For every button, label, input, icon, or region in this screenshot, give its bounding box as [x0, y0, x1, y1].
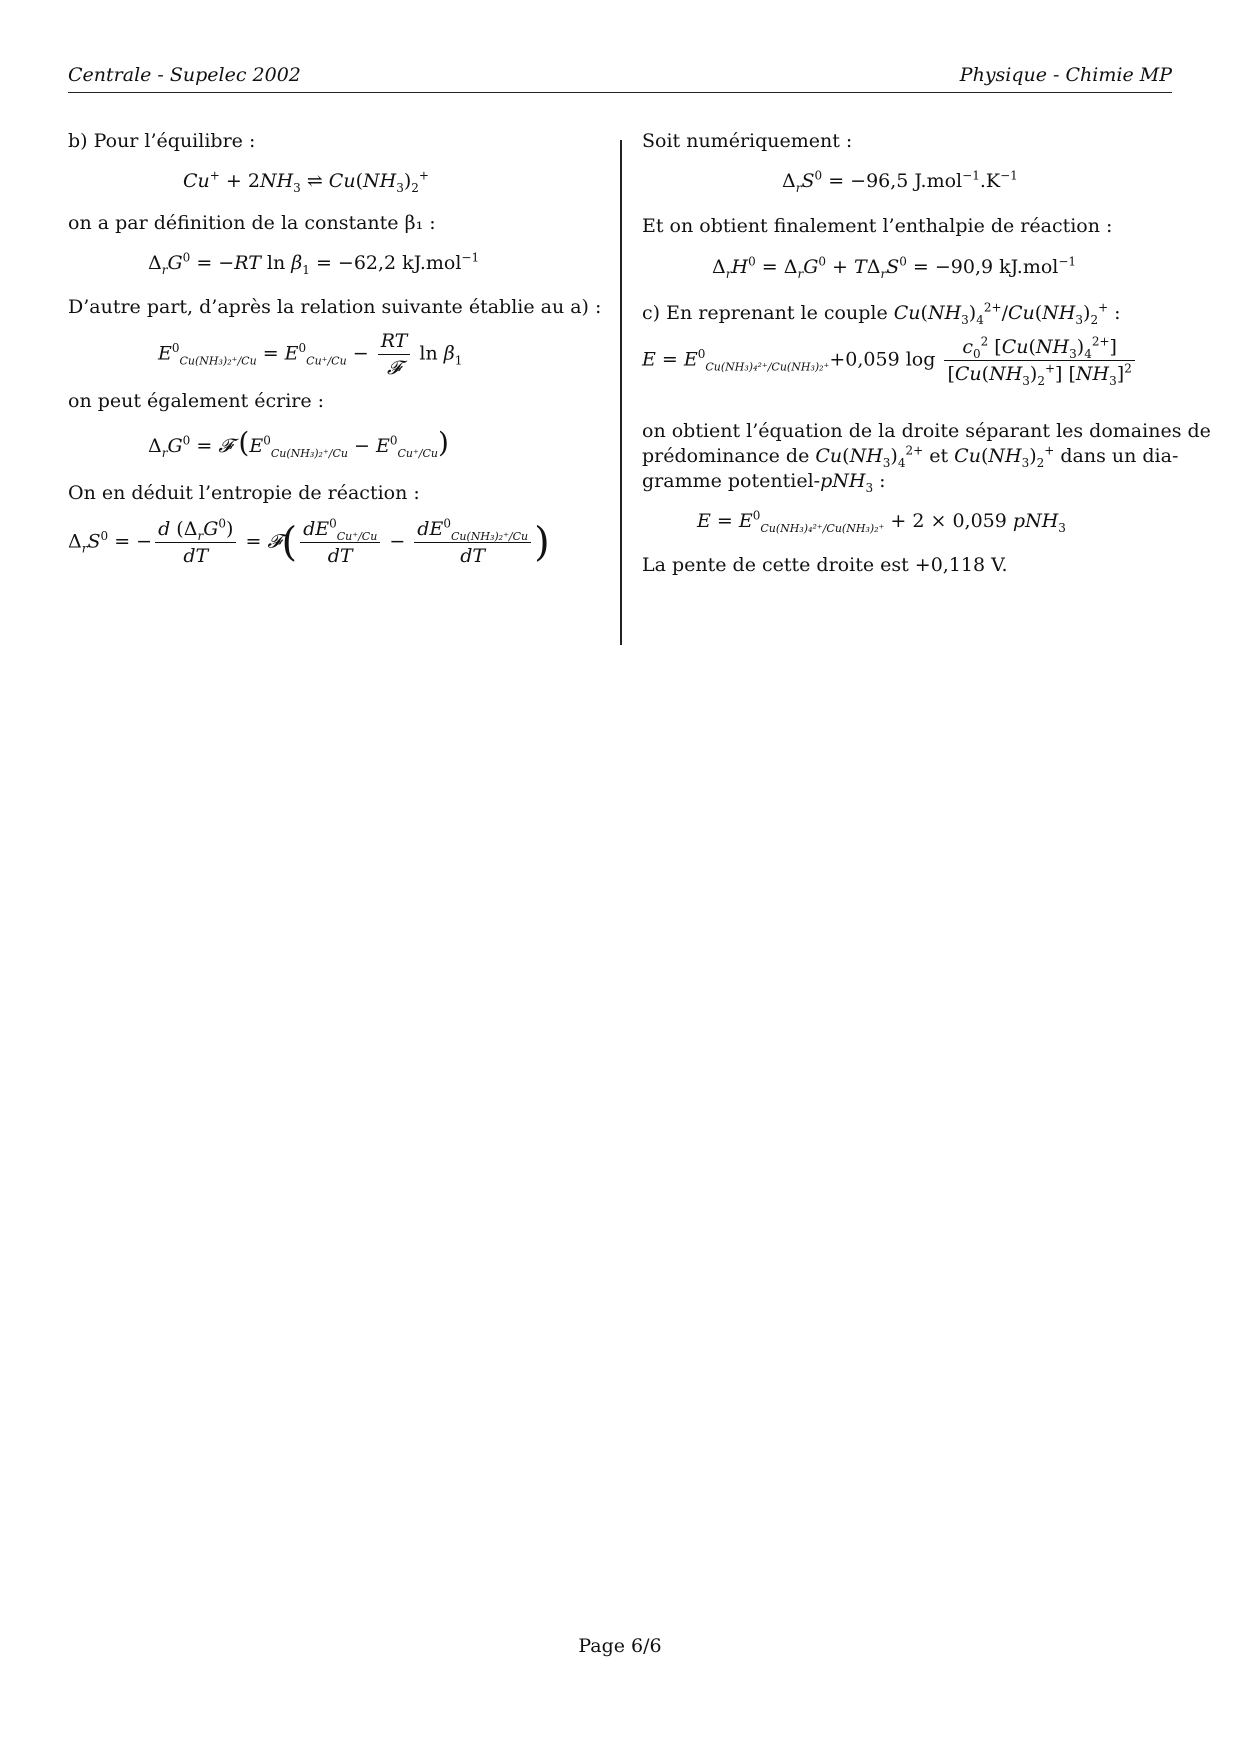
equation-gibbs-faraday: $\Delta_rG^0$ = 𝓕 $(E^0_{Cu(NH_3)_2^+/Cu} - E^0_{Cu^+/Cu})$	[148, 426, 449, 460]
enthalpy-value: = −90,9 kJ.mol	[906, 256, 1059, 278]
text-line-eq-3: gramme potentiel-pNH$_3$ :	[642, 470, 886, 495]
text-numerically: Soit numériquement :	[642, 130, 853, 152]
diagram-label: dans un dia-	[1054, 445, 1179, 467]
text-line-eq-1: on obtient l’équation de la droite séparant les domaines de	[642, 420, 1211, 442]
text-couple-intro: c) En reprenant le couple $Cu(NH_3)_4^{2+}/Cu(NH_3)_2^+$ :	[642, 300, 1121, 327]
text-line-eq-2: prédominance de $Cu(NH_3)_4^{2+}$ et $Cu(NH_3)_2^+$ dans un dia-	[642, 443, 1179, 470]
equation-equilibrium: $Cu^+ + 2NH_3$ ⇌ $Cu(NH_3)_2^+$	[183, 168, 429, 195]
equation-entropy-value: $\Delta_rS^0 = -96,5$ $J.mol^{-1}.K^{-1}$	[782, 168, 1018, 195]
equation-nernst: $E = E^0_{Cu(NH_3)_4^{2+}/Cu(NH_3)_2^+}+0,059$ log $\frac{c_0^2 [Cu(NH_3)_4^{2+}]}{[Cu(NH_3)_2^+] [NH_3]^2}$	[642, 336, 1138, 385]
equation-boundary-line: $E = E^0_{Cu(NH_3)_4^{2+}/Cu(NH_3)_2^+} + 2 \times 0,059$ pNH$_3$	[697, 508, 1066, 535]
entropy-value: = −96,5 J.mol	[822, 170, 963, 192]
line-tail: + 2 × 0,059	[884, 510, 1013, 532]
text-slope: La pente de cette droite est +0,118 V.	[642, 554, 1008, 576]
header-left: Centrale - Supelec 2002	[68, 64, 301, 86]
potential-label: gramme potentiel-	[642, 470, 821, 492]
nernst-coef: +0,059 log	[829, 348, 936, 371]
equation-entropy-derivative: $\Delta_rS^0$ = − $\frac{d (\Delta_rG^0)}{dT}$ = 𝓕( $\frac{dE^0_{Cu^+/Cu}}{dT}$ − $\frac{dE^0_{Cu(NH_3)_2^+/Cu}}{dT}$ )	[68, 516, 550, 567]
equation-gibbs-beta: $\Delta_rG^0 = -RT$ $\ln \beta_1 = -62,2$ kJ.mol$^{-1}$	[148, 250, 480, 277]
text-entropy-deduce: On en déduit l’entropie de réaction :	[68, 482, 420, 504]
text-definition-beta: on a par définition de la constante β₁ :	[68, 212, 436, 234]
predominance-label: prédominance de	[642, 445, 810, 467]
text-enthalpy-intro: Et on obtient finalement l’enthalpie de réaction :	[642, 215, 1113, 237]
text-relation-a: D’autre part, d’après la relation suivante établie au a) :	[68, 296, 602, 318]
text-can-write: on peut également écrire :	[68, 390, 325, 412]
text-equilibrium-intro: b) Pour l’équilibre :	[68, 130, 256, 152]
page-number: Page 6/6	[578, 1635, 662, 1657]
equation-enthalpy: $\Delta_rH^0 = \Delta_rG^0 + T\Delta_rS^0 = -90,9$ kJ.mol$^{-1}$	[712, 254, 1077, 281]
couple-label: c) En reprenant le couple	[642, 302, 888, 324]
header-right: Physique - Chimie MP	[959, 64, 1172, 86]
equation-potential-relation: $E^0_{Cu(NH_3)_2^+/Cu} = E^0_{Cu^+/Cu}$ − $\frac{RT}{\text{𝓕}}$ $\ln \beta_1$	[158, 330, 463, 379]
gibbs-value: = −62,2 kJ.mol	[309, 252, 462, 274]
and-label: et	[923, 445, 955, 467]
column-divider	[620, 140, 622, 645]
page-header	[68, 64, 1172, 93]
